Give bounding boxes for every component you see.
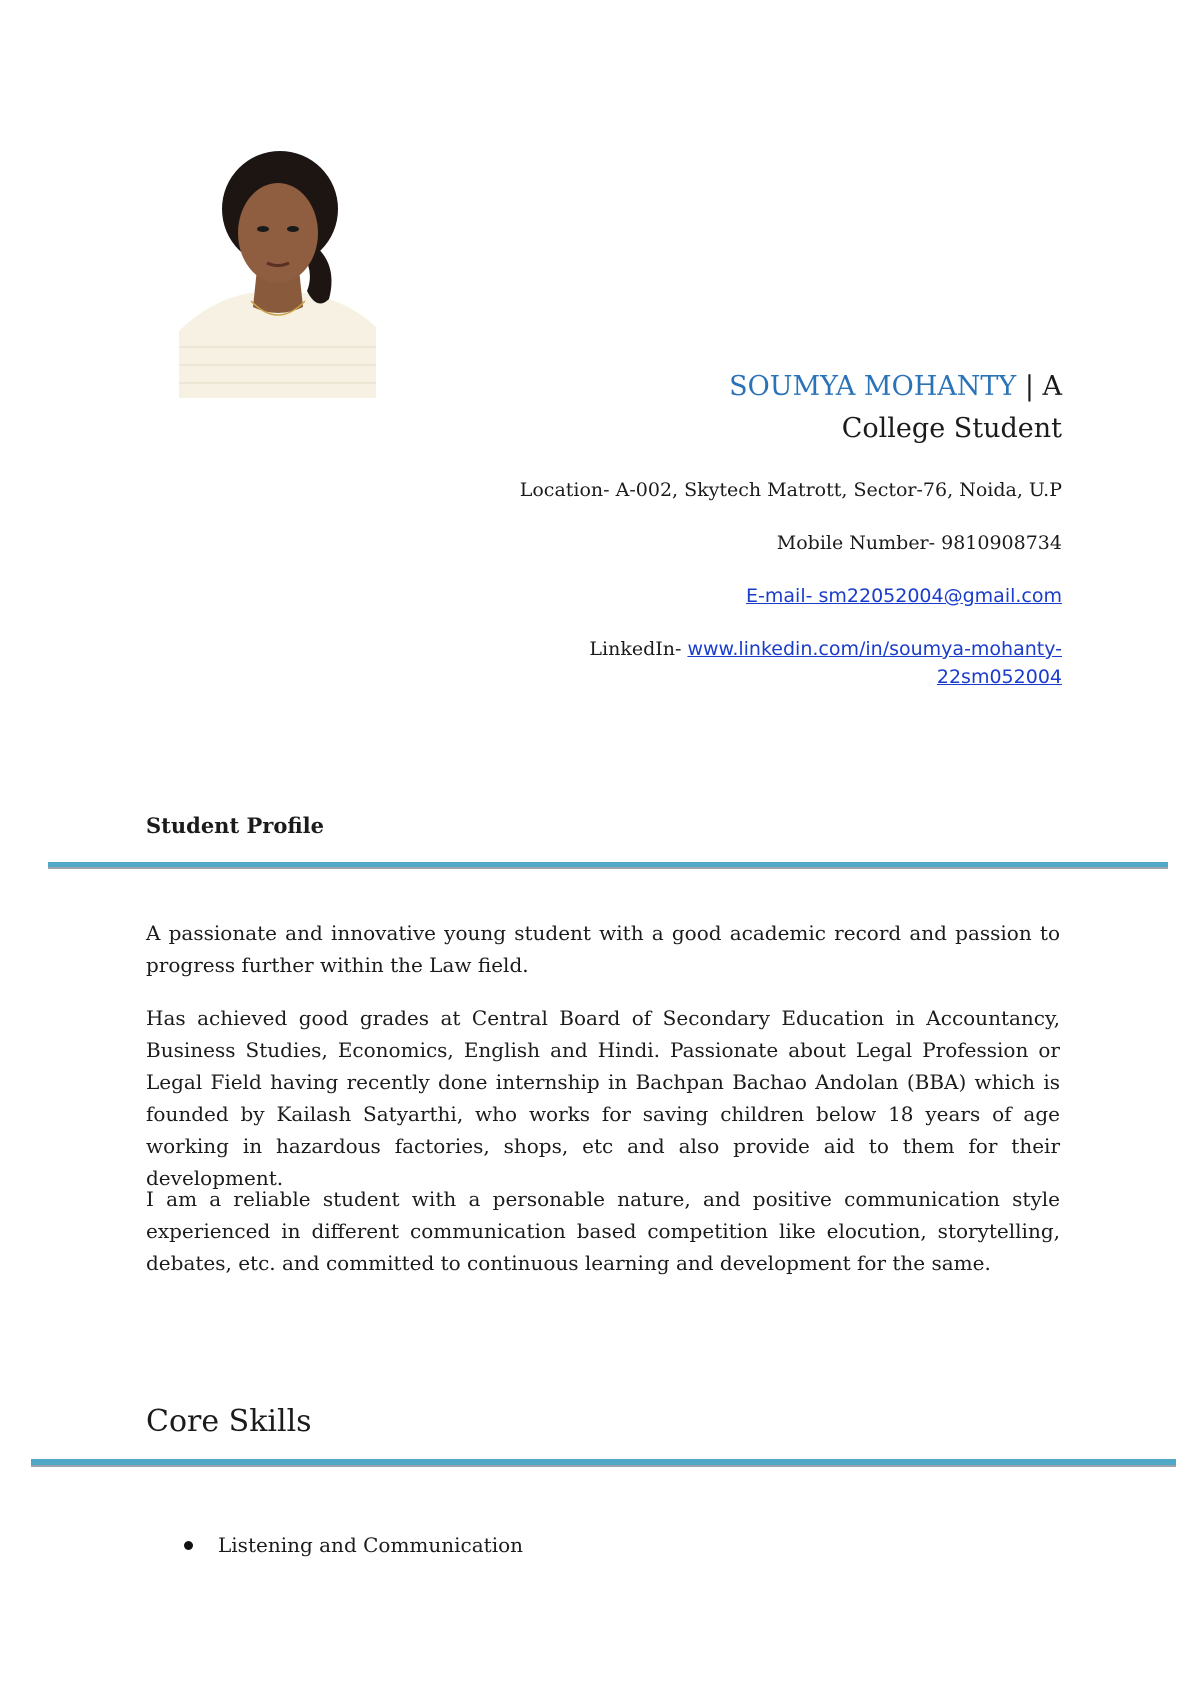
- section-heading-skills: Core Skills: [146, 1404, 312, 1439]
- linkedin-line: [462, 637, 1062, 661]
- profile-paragraph: I am a reliable student with a personable nature, and positive communication style experienced in different communication based competition like elocution, storytelling, debates, etc. and committed to continuous learning and development for the same.: [146, 1187, 1060, 1275]
- mobile-text: Mobile Number- 9810908734: [776, 532, 1062, 554]
- profile-paragraph: A passionate and innovative young student with a good academic record and passion to progress further within the Law field.: [146, 921, 1060, 977]
- section-heading-profile: Student Profile: [146, 813, 324, 838]
- linkedin-link[interactable]: www.linkedin.com/in/soumya-mohanty-: [687, 638, 1062, 660]
- candidate-name: SOUMYA MOHANTY: [729, 371, 1017, 402]
- location-text: Location- A-002, Skytech Matrott, Sector-76, Noida, U.P: [519, 479, 1062, 501]
- skill-label: Listening and Communication: [218, 1533, 524, 1557]
- candidate-role: College Student: [841, 413, 1062, 444]
- profile-paragraph: Has achieved good grades at Central Board of Secondary Education in Accountancy, Business Studies, Economics, English and Hindi. Passionate about Legal Profession or Legal Field having recently done internship in Bachpan Bachao Andolan (BBA) which is founded by Kailash Satyarthi, who works for saving children below 18 years of age working in hazardous factories, shops, etc and also provide aid to them for their development.: [146, 1006, 1060, 1190]
- section-divider: [48, 862, 1168, 867]
- linkedin-label: LinkedIn-: [589, 638, 688, 660]
- section-divider: [31, 1459, 1176, 1465]
- profile-photo: [179, 151, 376, 398]
- bullet-icon: [184, 1541, 193, 1550]
- list-item: [182, 1530, 523, 1560]
- skills-list: [182, 1530, 523, 1560]
- name-separator: | A: [1016, 371, 1062, 402]
- profile-photo-image: [179, 151, 376, 398]
- linkedin-link-continuation[interactable]: 22sm052004: [936, 666, 1062, 688]
- name-title-line: [729, 369, 1062, 405]
- email-link[interactable]: E-mail- sm22052004@gmail.com: [746, 585, 1062, 607]
